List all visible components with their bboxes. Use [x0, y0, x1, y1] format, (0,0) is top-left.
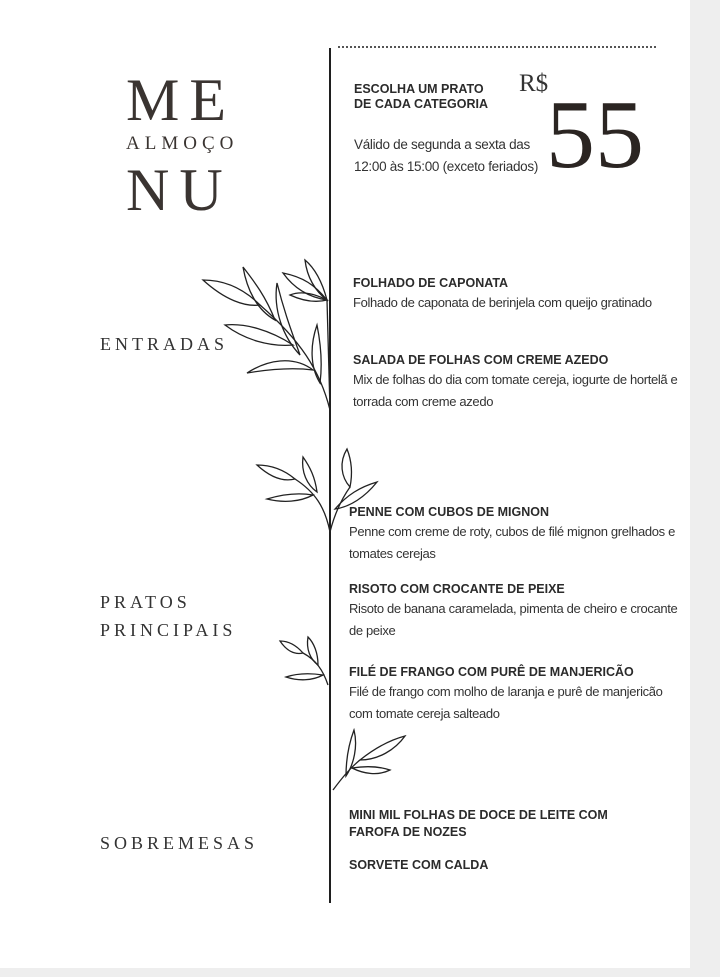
- item-description: Risoto de banana caramelada, pimenta de cheiro e crocante de peixe: [349, 601, 678, 638]
- item-title: FOLHADO DE CAPONATA: [353, 276, 509, 290]
- leaf-branch-icon: [195, 255, 335, 415]
- menu-item: [349, 504, 679, 565]
- price: 55: [546, 81, 644, 189]
- item-title: SORVETE COM CALDA: [349, 858, 489, 872]
- menu-item: [349, 857, 679, 874]
- item-description: Mix de folhas do dia com tomate cereja, iogurte de hortelã e torrada com creme azedo: [353, 372, 678, 409]
- item-description: Filé de frango com molho de laranja e purê de manjericão com tomate cereja salteado: [349, 684, 663, 721]
- section-sobremesas: SOBREMESAS: [100, 833, 259, 853]
- validity-line-2: 12:00 às 15:00 (exceto feriados): [354, 159, 539, 174]
- item-description: Penne com creme de roty, cubos de filé mignon grelhados e tomates cerejas: [349, 524, 675, 561]
- choose-instruction: ESCOLHA UM PRATO DE CADA CATEGORIA: [354, 82, 489, 111]
- item-title: FILÉ DE FRANGO COM PURÊ DE MANJERICÃO: [349, 665, 634, 679]
- section-entradas: ENTRADAS: [100, 334, 229, 354]
- item-title: RISOTO COM CROCANTE DE PEIXE: [349, 582, 565, 596]
- leaf-sprig-icon: [278, 635, 333, 690]
- section-pratos-principais: [100, 588, 236, 644]
- leaf-sprig-icon: [330, 728, 408, 793]
- menu-item: [353, 275, 683, 314]
- item-description: Folhado de caponata de berinjela com queijo gratinado: [353, 295, 652, 310]
- section-pratos-line-2: PRINCIPAIS: [100, 620, 237, 640]
- section-pratos-line-1: PRATOS: [100, 592, 191, 612]
- menu-item: [349, 664, 679, 725]
- validity-line-1: Válido de segunda a sexta das: [354, 137, 530, 152]
- item-title: SALADA DE FOLHAS COM CREME AZEDO: [353, 353, 609, 367]
- leaf-branch-icon: [255, 447, 380, 537]
- menu-item: [353, 352, 683, 413]
- currency-symbol: R$: [519, 70, 549, 97]
- item-title: MINI MIL FOLHAS DE DOCE DE LEITE COM FAROFA DE NOZES: [349, 808, 608, 839]
- menu-item: [349, 581, 679, 642]
- menu-item: [349, 807, 639, 841]
- menu-title-bottom: NU: [126, 157, 233, 223]
- validity-text: [354, 134, 544, 178]
- item-title: PENNE COM CUBOS DE MIGNON: [349, 505, 550, 519]
- menu-subtitle: ALMOÇO: [126, 133, 239, 154]
- menu-title-top: ME: [126, 67, 236, 133]
- dotted-divider: [338, 46, 656, 48]
